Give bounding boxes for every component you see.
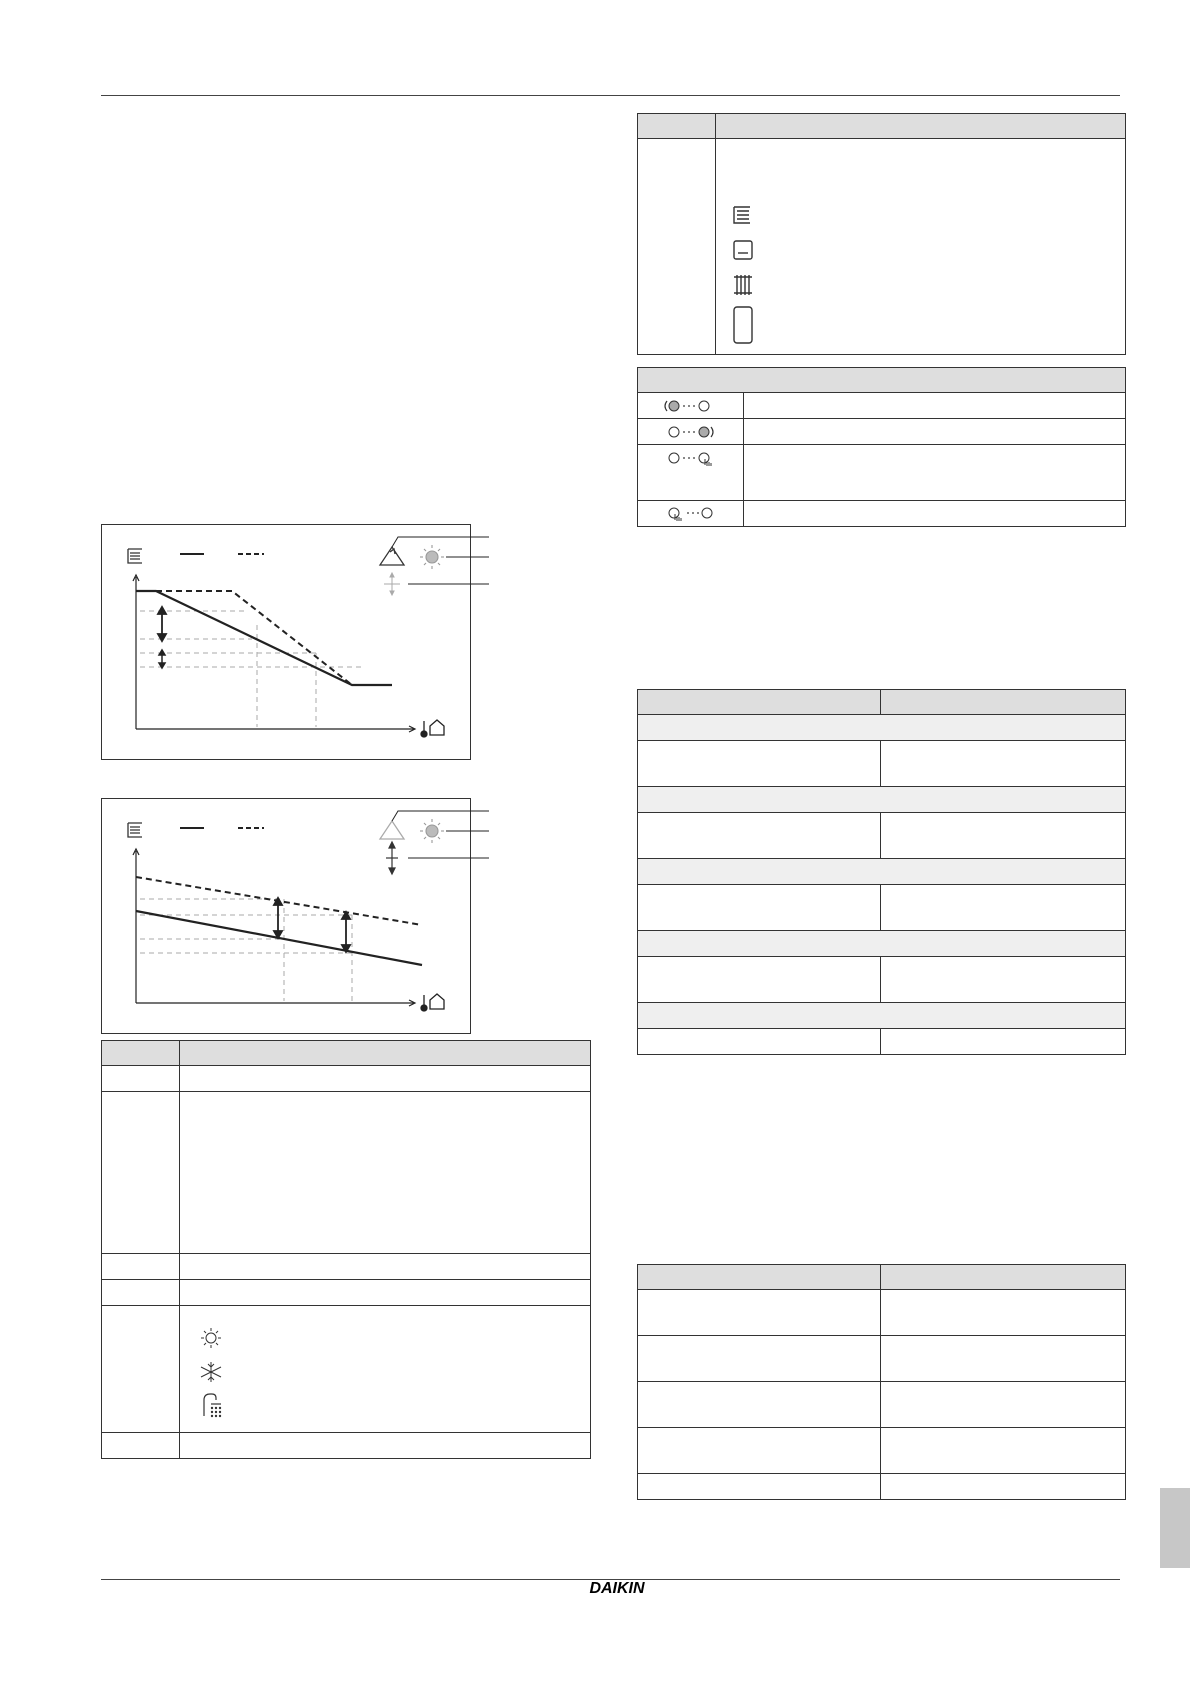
dial-interaction-table [637, 367, 1126, 527]
shift-arrow-right [342, 912, 350, 952]
settings-2-col-setting [638, 1265, 881, 1290]
heating-callout-extensions [469, 524, 489, 594]
logo-text: DAIKIN [589, 1580, 645, 1597]
table-row [102, 1306, 591, 1433]
cooling-snowflake-icon [201, 1362, 221, 1382]
press-left-dial-icon [663, 505, 719, 523]
section-row [638, 715, 1126, 741]
mode-icons [198, 1312, 238, 1432]
table-row [638, 1428, 1126, 1474]
legend-col-description [180, 1041, 591, 1066]
daikin-logo [571, 1576, 663, 1598]
section-row [638, 931, 1126, 957]
emitter-icons [730, 139, 770, 349]
table-row [638, 1474, 1126, 1500]
table-row [638, 139, 1126, 355]
shift-arrow-large [158, 607, 166, 641]
section-row [638, 1003, 1126, 1029]
table-row [102, 1092, 591, 1254]
emitter-col-item [638, 114, 716, 139]
header-rule [101, 95, 1120, 96]
offset-icon [386, 842, 398, 874]
table-row [638, 1029, 1126, 1055]
tank-icon [734, 307, 752, 343]
table-row [638, 1382, 1126, 1428]
interaction-table-header [638, 368, 1126, 393]
emitter-icon [128, 549, 142, 563]
table-row [638, 501, 1126, 527]
legend-col-item [102, 1041, 180, 1066]
section-row [638, 859, 1126, 885]
settings-table-2 [637, 1264, 1126, 1500]
outdoor-temperature-icon [421, 720, 444, 737]
table-row [638, 419, 1126, 445]
chart-axes [133, 575, 415, 732]
dhw-tap-icon [204, 1394, 221, 1417]
table-row [638, 957, 1126, 1003]
underfloor-heating-icon [734, 207, 750, 223]
table-row [638, 813, 1126, 859]
outdoor-temperature-icon [421, 994, 444, 1011]
emitter-table [637, 113, 1126, 355]
cooling-curve-figure [101, 798, 471, 1034]
table-row [102, 1066, 591, 1092]
heating-curve-figure [101, 524, 471, 760]
chart-axes [133, 849, 415, 1006]
chart-gridlines [140, 611, 362, 727]
shift-arrow-left [274, 898, 282, 938]
settings-1-col-setting [638, 690, 881, 715]
table-row [638, 393, 1126, 419]
offset-icon [384, 573, 400, 595]
settings-1-col-value [881, 690, 1126, 715]
table-row [638, 1336, 1126, 1382]
heating-curve-chart [102, 525, 470, 759]
table-row [638, 1290, 1126, 1336]
cooling-callout-extensions [469, 798, 489, 868]
slope-icon [380, 821, 404, 839]
settings-table-1 [637, 689, 1126, 1055]
cooling-curve-chart [102, 799, 470, 1033]
heating-sun-icon [420, 545, 444, 569]
emitter-icon [128, 823, 142, 837]
chart-gridlines [140, 899, 352, 1001]
heating-solid-curve [136, 591, 392, 685]
shift-arrow-small [159, 650, 165, 668]
radiator-icon [734, 275, 752, 295]
table-row [102, 1280, 591, 1306]
table-row [638, 885, 1126, 931]
emitter-col-description [716, 114, 1126, 139]
table-row [638, 445, 1126, 501]
rotate-right-dial-icon [663, 424, 719, 440]
table-row [638, 741, 1126, 787]
table-row [102, 1433, 591, 1459]
section-row [638, 787, 1126, 813]
fan-coil-icon [734, 241, 752, 259]
rotate-left-dial-icon [663, 398, 719, 414]
press-right-dial-icon [663, 449, 719, 471]
slope-icon [380, 547, 404, 565]
figure-legend-table [101, 1040, 591, 1459]
heating-sun-icon [420, 819, 444, 843]
heating-sun-icon [201, 1328, 221, 1348]
table-row [102, 1254, 591, 1280]
settings-2-col-value [881, 1265, 1126, 1290]
chapter-side-tab [1160, 1488, 1190, 1568]
